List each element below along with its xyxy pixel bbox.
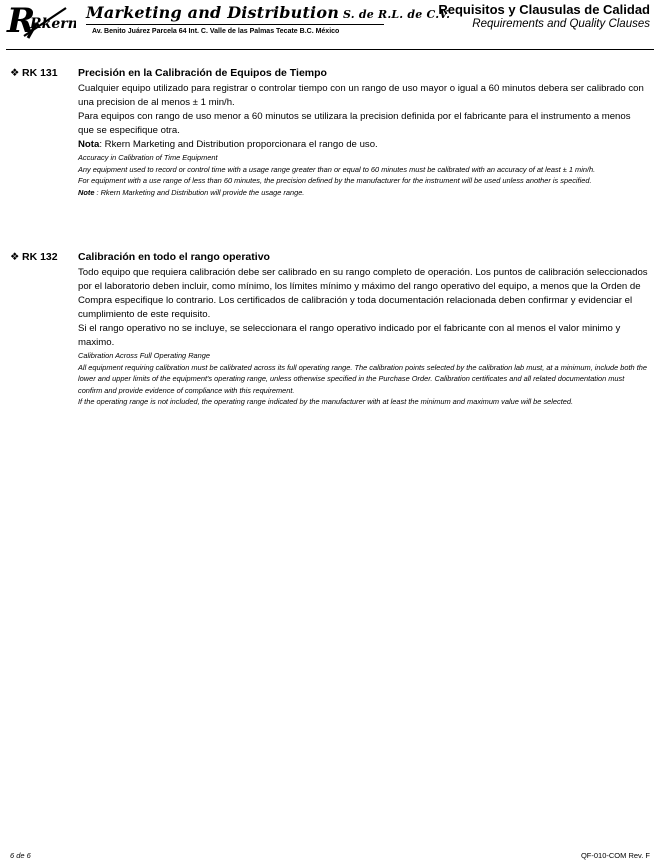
clause-es-paragraph: Para equipos con rango de uso menor a 60 minutos se utilizara la precision definida por el fabricante para el instrumento a menos que se especifique otra. [78, 111, 631, 136]
clause-title: Calibración en todo el rango operativo [78, 251, 270, 263]
clause-en-note [78, 187, 648, 199]
clause-en-paragraph: Any equipment used to record or control time with a usage range greater than or equal to 60 minutes must be calibrated with an accuracy of at least ± 1 min/h. [78, 164, 596, 174]
header-underline [86, 24, 384, 25]
clause-en-paragraph: For equipment with a use range of less than 60 minutes, the precision defined by the manufacturer for the instrument will be used unless another is specified. [78, 176, 592, 185]
note-text: : Rkern Marketing and Distribution will provide the usage range. [94, 187, 305, 197]
note-label: Note [78, 187, 95, 197]
company-address: Av. Benito Juárez Parcela 64 Int. C. Valle de las Palmas Tecate B.C. México [92, 28, 340, 35]
document-code: QF-010-COM Rev. F [580, 851, 650, 860]
company-suffix: S. de R.L. de C.V. [343, 8, 451, 21]
note-label: Nota [78, 139, 100, 150]
company-name-main: Marketing and Distribution [86, 3, 340, 22]
diamond-bullet-icon: ❖ [10, 251, 20, 263]
clause-code [10, 67, 58, 79]
clause-body [78, 266, 648, 408]
clause-es-note [78, 138, 648, 152]
header-divider [6, 49, 654, 50]
page-number: 6 de 6 [10, 851, 31, 860]
company-logo [6, 2, 76, 42]
diamond-bullet-icon: ❖ [10, 67, 20, 79]
clause-es-paragraph: Todo equipo que requiera calibración debe ser calibrado en su rango completo de operación. Los puntos de calibración seleccionados por el laboratorio deben incluir, como mínimo, los límites mínimo y máximo del rango operativo del equipo, a menos que la Orden de Compra especifique lo contrario. Los certificados de calibración y toda documentación relacionada deben confirmar y evidenciar el cumplimiento de este requisito. [78, 267, 648, 320]
clause-es-paragraph: Cualquier equipo utilizado para registrar o controlar tiempo con un rango de uso mayor o igual a 60 minutos debera ser calibrado con una precision de al menos ± 1 min/h. [78, 83, 644, 108]
clause-en-title: Accuracy in Calibration of Time Equipment [78, 153, 218, 162]
clause-title: Precisión en la Calibración de Equipos de Tiempo [78, 67, 327, 79]
company-name [86, 3, 450, 22]
clause-es-paragraph: Si el rango operativo no se incluye, se seleccionara el rango operativo indicado por el fabricante con al menos el valor minimo y maximo. [78, 323, 621, 348]
logo-text: Rkern [30, 16, 76, 32]
clause-body [78, 82, 648, 198]
clause-code-text: RK 131 [22, 67, 58, 79]
clause-en-title: Calibration Across Full Operating Range [78, 351, 210, 360]
document-subtitle: Requirements and Quality Clauses [472, 18, 650, 30]
note-text: : Rkern Marketing and Distribution proporcionara el rango de uso. [99, 139, 378, 150]
document-title: Requisitos y Clausulas de Calidad [438, 2, 650, 17]
clause-code-text: RK 132 [22, 251, 58, 263]
logo-monogram [6, 2, 76, 42]
clause-code [10, 251, 58, 263]
clause-en-paragraph: All equipment requiring calibration must be calibrated across its full operating range. The calibration points selected by the calibration lab must, at a minimum, include both the lower and upper limits of the equipment's operating range, unless otherwise specified in the Purchase Order. Calibration certificates and all related documentation must confirm and provide evidence of compliance with this requirement. [78, 362, 647, 395]
clause-en-paragraph: If the operating range is not included, the operating range indicated by the manufacturer with at least the minimum and maximum value will be selected. [78, 397, 574, 406]
page-header [0, 0, 660, 50]
svg-text:R: R [7, 2, 36, 41]
